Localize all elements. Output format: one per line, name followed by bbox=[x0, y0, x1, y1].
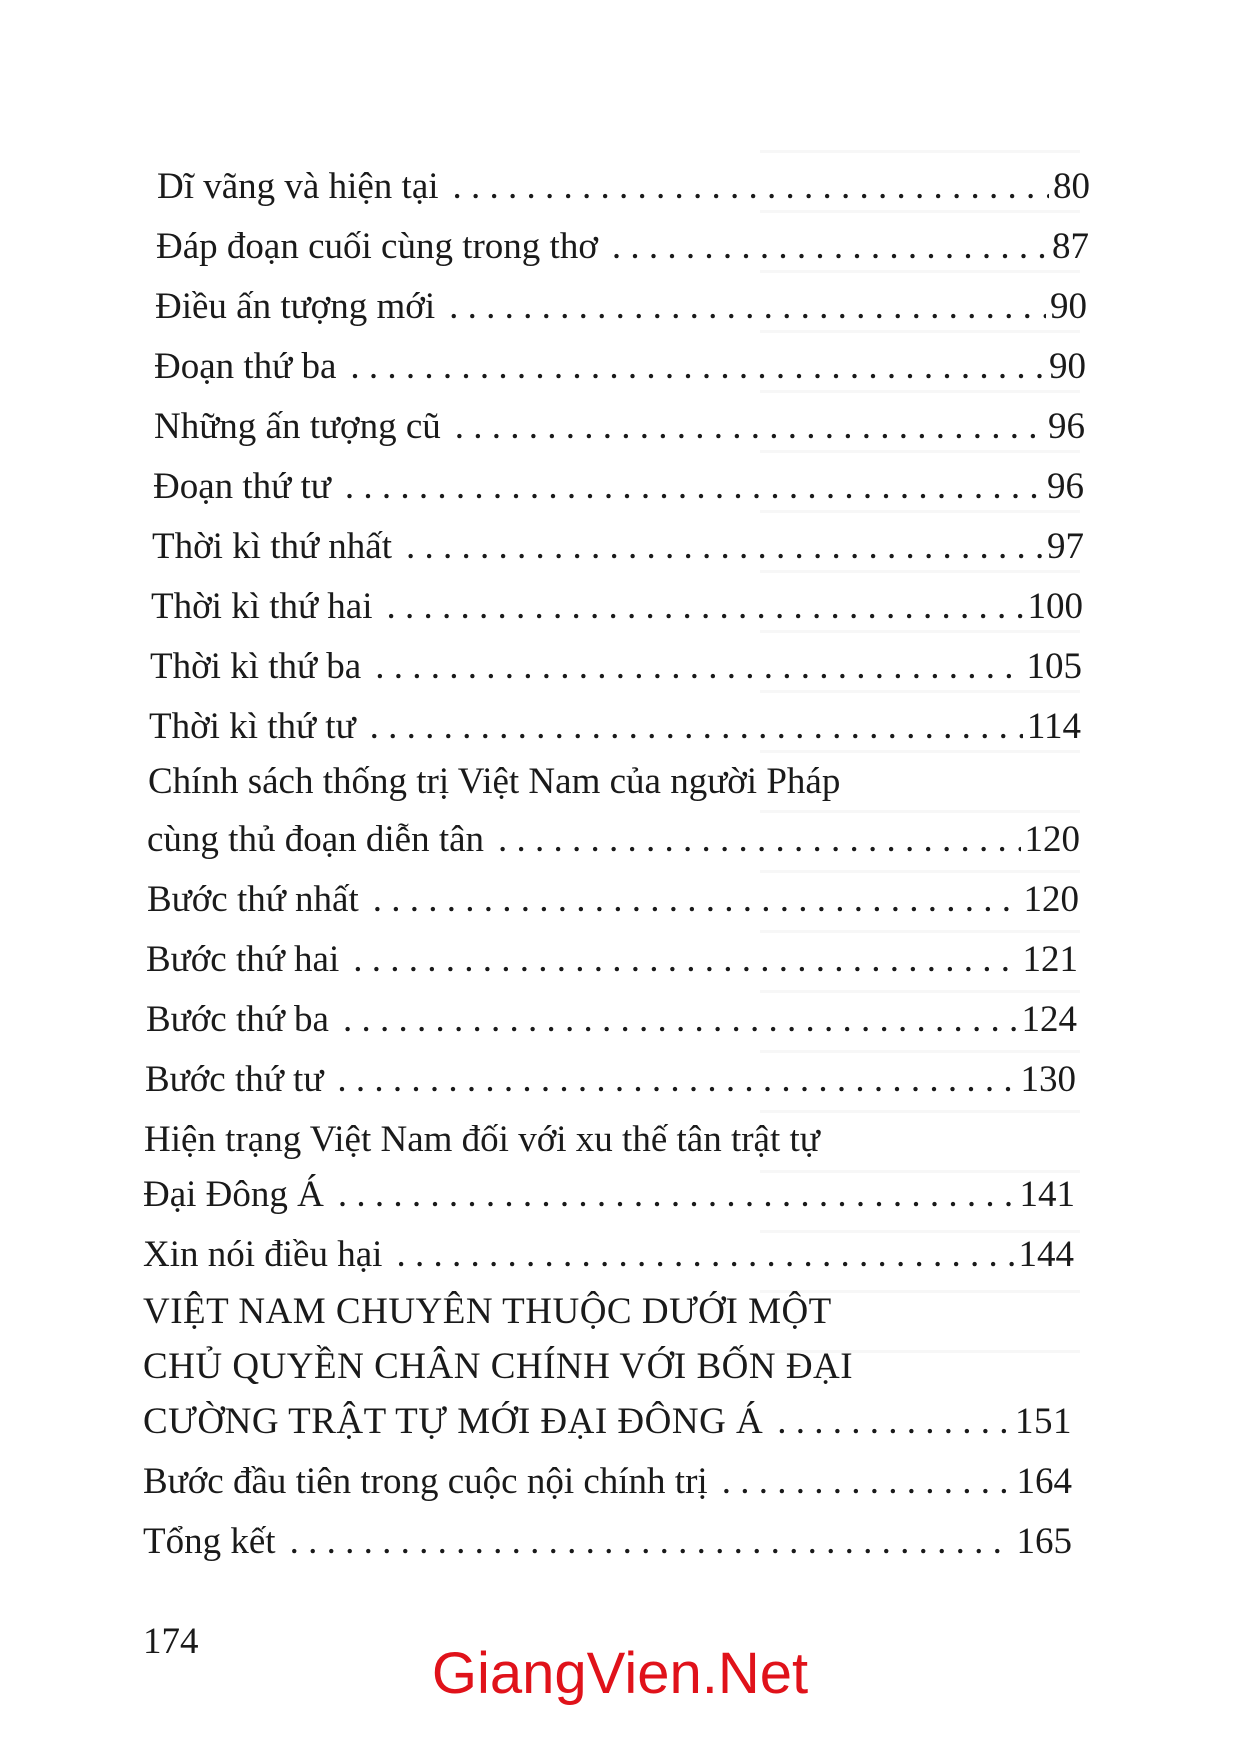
dot-leader bbox=[290, 1520, 1013, 1564]
toc-entry-page: 90 bbox=[1050, 286, 1087, 327]
dot-leader bbox=[449, 285, 1046, 329]
toc-entry-page: 114 bbox=[1026, 706, 1081, 747]
toc-entry-page: 120 bbox=[1023, 879, 1079, 920]
dot-leader bbox=[777, 1400, 1011, 1444]
toc-entry bbox=[146, 998, 1077, 1042]
toc-entry bbox=[155, 285, 1087, 329]
toc-entry bbox=[147, 818, 1080, 862]
dot-leader bbox=[373, 878, 1020, 922]
toc-entry bbox=[147, 878, 1079, 922]
toc-entry-page: 100 bbox=[1027, 586, 1083, 627]
toc-entry-page: 141 bbox=[1019, 1174, 1075, 1215]
toc-entry-page: 144 bbox=[1018, 1234, 1074, 1275]
toc-entry bbox=[150, 645, 1082, 689]
dot-leader bbox=[406, 525, 1043, 569]
dot-leader bbox=[353, 938, 1018, 982]
toc-entry bbox=[152, 525, 1084, 569]
dot-leader bbox=[350, 345, 1045, 389]
toc-entry-title: Thời kì thứ hai bbox=[151, 586, 373, 627]
toc-entry-page: 87 bbox=[1052, 226, 1089, 267]
toc-entry-title: Đáp đoạn cuối cùng trong thơ bbox=[156, 226, 598, 267]
toc-entry-title: Bước thứ nhất bbox=[147, 879, 359, 920]
toc-entry bbox=[143, 1233, 1074, 1277]
toc-entry bbox=[143, 1173, 1075, 1217]
toc-entry-title: Đoạn thứ ba bbox=[154, 346, 337, 387]
toc-entry bbox=[153, 465, 1084, 509]
toc-entry-title: Điều ấn tượng mới bbox=[155, 286, 436, 327]
toc-entry-title: Bước thứ hai bbox=[146, 939, 340, 980]
toc-entry-page: 124 bbox=[1021, 999, 1077, 1040]
toc-entry-page: 121 bbox=[1022, 939, 1078, 980]
toc-entry bbox=[149, 705, 1081, 749]
dot-leader bbox=[343, 998, 1018, 1042]
toc-entry-title: Xin nói điều hại bbox=[143, 1234, 383, 1275]
toc-entry-title-line: VIỆT NAM CHUYÊN THUỘC DƯỚI MỘT bbox=[143, 1291, 832, 1332]
dot-leader bbox=[455, 405, 1044, 449]
toc-entry bbox=[146, 938, 1078, 982]
toc-entry-page: 165 bbox=[1016, 1521, 1072, 1562]
dot-leader bbox=[370, 705, 1023, 749]
toc-entry-page: 164 bbox=[1016, 1461, 1072, 1502]
toc-entry-title: Bước đầu tiên trong cuộc nội chính trị bbox=[143, 1461, 708, 1502]
toc-entry-page: 90 bbox=[1049, 346, 1086, 387]
toc-entry bbox=[156, 225, 1089, 269]
toc-entry-title: Những ấn tượng cũ bbox=[154, 406, 441, 447]
toc-entry-page: 120 bbox=[1024, 819, 1080, 860]
dot-leader bbox=[375, 645, 1022, 689]
dot-leader bbox=[722, 1460, 1013, 1504]
toc-entry-title: Thời kì thứ nhất bbox=[152, 526, 393, 567]
toc-entry-page: 130 bbox=[1020, 1059, 1076, 1100]
toc-entry-title: Đoạn thứ tư bbox=[153, 466, 331, 507]
toc-entry-page: 96 bbox=[1048, 406, 1085, 447]
toc-entry bbox=[154, 345, 1086, 389]
toc-entry-page: 151 bbox=[1015, 1401, 1072, 1442]
dot-leader bbox=[453, 165, 1049, 209]
toc-entry bbox=[143, 1460, 1072, 1504]
toc-entry bbox=[145, 1058, 1076, 1102]
toc-entry-title: Dĩ vãng và hiện tại bbox=[157, 166, 439, 207]
toc-entry bbox=[157, 165, 1090, 209]
toc-entry-title: Bước thứ ba bbox=[146, 999, 329, 1040]
toc-entry-title: Bước thứ tư bbox=[145, 1059, 324, 1100]
toc-entry-title-line: CHỦ QUYỀN CHÂN CHÍNH VỚI BỐN ĐẠI bbox=[143, 1346, 854, 1387]
toc-entry-title: Tổng kết bbox=[143, 1521, 276, 1562]
toc-entry-page: 96 bbox=[1047, 466, 1084, 507]
watermark-text: GiangVien.Net bbox=[431, 1641, 809, 1706]
toc-entry bbox=[143, 1400, 1072, 1444]
dot-leader bbox=[337, 1058, 1016, 1102]
dot-leader bbox=[498, 818, 1020, 862]
dot-leader bbox=[345, 465, 1043, 509]
toc-entry-title: Thời kì thứ ba bbox=[150, 646, 362, 687]
toc-entry bbox=[154, 405, 1085, 449]
dot-leader bbox=[387, 585, 1024, 629]
toc-entry-title-line: Hiện trạng Việt Nam đối với xu thế tân trật tự bbox=[144, 1119, 820, 1160]
toc-entry-page: 105 bbox=[1026, 646, 1082, 687]
toc-entry-title-line: Chính sách thống trị Việt Nam của người Pháp bbox=[148, 761, 841, 802]
toc-entry-title: cùng thủ đoạn diễn tân bbox=[147, 819, 485, 860]
toc-entry-title: Thời kì thứ tư bbox=[149, 706, 356, 747]
toc-entry-title: Đại Đông Á bbox=[143, 1174, 324, 1215]
toc-entry-page: 80 bbox=[1053, 166, 1090, 207]
page-number: 174 bbox=[143, 1621, 199, 1662]
toc-entry-title: CƯỜNG TRẬT TỰ MỚI ĐẠI ĐÔNG Á bbox=[143, 1401, 764, 1442]
toc-entry bbox=[151, 585, 1083, 629]
toc-entry bbox=[143, 1520, 1072, 1564]
dot-leader bbox=[396, 1233, 1014, 1277]
dot-leader bbox=[612, 225, 1048, 269]
toc-entry-page: 97 bbox=[1047, 526, 1084, 567]
dot-leader bbox=[338, 1173, 1016, 1217]
